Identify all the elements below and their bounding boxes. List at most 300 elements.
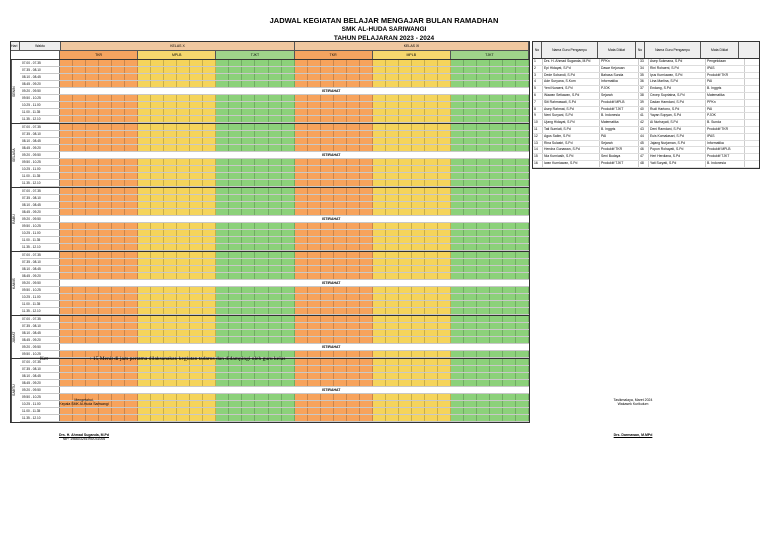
schedule-cell bbox=[242, 259, 255, 265]
schedule-cell bbox=[503, 415, 516, 421]
schedule-cell bbox=[490, 223, 503, 229]
schedule-cell bbox=[373, 95, 386, 101]
schedule-cell bbox=[503, 67, 516, 73]
schedule-cell bbox=[60, 109, 73, 115]
schedule-cell bbox=[347, 408, 360, 414]
schedule-cell bbox=[360, 408, 373, 414]
schedule-cell bbox=[451, 166, 464, 172]
schedule-cell bbox=[99, 159, 112, 165]
schedule-cell bbox=[151, 60, 164, 66]
time-slot: 11.35 - 12.10 bbox=[20, 116, 60, 122]
schedule-cell bbox=[73, 373, 86, 379]
schedule-cell bbox=[203, 266, 216, 272]
schedule-cell bbox=[308, 145, 321, 151]
schedule-cell bbox=[216, 373, 229, 379]
time-slot: 11.00 - 11.35 bbox=[20, 237, 60, 243]
schedule-cell bbox=[60, 67, 73, 73]
col-name: Nama Guru Pengampu bbox=[542, 42, 598, 58]
schedule-cell bbox=[269, 166, 282, 172]
schedule-cell bbox=[308, 308, 321, 314]
schedule-cell bbox=[73, 366, 86, 372]
schedule-cell bbox=[229, 188, 242, 194]
time-slot: 07.35 - 08.10 bbox=[20, 259, 60, 265]
schedule-cell bbox=[373, 81, 386, 87]
schedule-cell bbox=[216, 401, 229, 407]
schedule-cell bbox=[164, 287, 177, 293]
col-waktu: Waktu bbox=[20, 42, 61, 50]
schedule-cell bbox=[399, 159, 412, 165]
schedule-cell bbox=[99, 81, 112, 87]
schedule-cell bbox=[425, 415, 438, 421]
schedule-cell bbox=[60, 166, 73, 172]
schedule-cell bbox=[451, 145, 464, 151]
schedule-cell bbox=[269, 195, 282, 201]
schedule-cell bbox=[516, 252, 529, 258]
schedule-cell bbox=[425, 180, 438, 186]
schedule-cell bbox=[255, 60, 268, 66]
schedule-cell bbox=[490, 145, 503, 151]
schedule-cell bbox=[125, 394, 138, 400]
schedule-cell bbox=[164, 67, 177, 73]
teacher-no: 47 bbox=[639, 154, 649, 160]
schedule-cell bbox=[255, 81, 268, 87]
schedule-cell bbox=[151, 287, 164, 293]
schedule-cell bbox=[386, 74, 399, 80]
schedule-cell bbox=[516, 316, 529, 322]
schedule-cell bbox=[308, 415, 321, 421]
schedule-cell bbox=[503, 81, 516, 87]
schedule-cell bbox=[451, 408, 464, 414]
schedule-cell bbox=[477, 116, 490, 122]
schedule-cell bbox=[334, 159, 347, 165]
schedule-cell bbox=[438, 237, 451, 243]
schedule-cell bbox=[516, 401, 529, 407]
teacher-subject: B. Inggris bbox=[706, 86, 745, 92]
schedule-cell bbox=[516, 244, 529, 250]
schedule-cell bbox=[229, 415, 242, 421]
subheader-tkr-x: TKR bbox=[60, 51, 138, 59]
col-subject-2: Mata Diklat bbox=[701, 42, 739, 58]
schedule-cell bbox=[347, 188, 360, 194]
schedule-cell bbox=[255, 116, 268, 122]
schedule-cell bbox=[216, 237, 229, 243]
schedule-cell bbox=[164, 401, 177, 407]
schedule-cell bbox=[321, 323, 334, 329]
schedule-cell bbox=[190, 287, 203, 293]
schedule-cell bbox=[334, 287, 347, 293]
schedule-cell bbox=[112, 67, 125, 73]
schedule-cell bbox=[503, 230, 516, 236]
schedule-cell bbox=[229, 316, 242, 322]
schedule-cell bbox=[503, 145, 516, 151]
schedule-cell bbox=[282, 244, 295, 250]
schedule-cell bbox=[464, 116, 477, 122]
schedule-cell bbox=[242, 67, 255, 73]
schedule-cell bbox=[451, 230, 464, 236]
schedule-cell bbox=[86, 252, 99, 258]
schedule-cell bbox=[190, 259, 203, 265]
schedule-cell bbox=[386, 330, 399, 336]
break-label: ISTIRAHAT bbox=[322, 217, 341, 221]
schedule-cell bbox=[451, 95, 464, 101]
time-slot: 09.20 - 09.50 bbox=[20, 387, 60, 393]
schedule-cell bbox=[282, 316, 295, 322]
schedule-cell bbox=[164, 60, 177, 66]
schedule-cell bbox=[295, 330, 308, 336]
schedule-cell bbox=[360, 109, 373, 115]
schedule-cell bbox=[177, 316, 190, 322]
schedule-cell bbox=[334, 294, 347, 300]
schedule-cell bbox=[164, 188, 177, 194]
kelas-xi-header: KELAS XI bbox=[295, 42, 529, 50]
schedule-cell bbox=[399, 266, 412, 272]
teacher-subject: Pengelolaan bbox=[706, 59, 745, 65]
schedule-cell bbox=[190, 415, 203, 421]
schedule-cell bbox=[151, 223, 164, 229]
schedule-cell bbox=[269, 131, 282, 137]
schedule-cell bbox=[399, 74, 412, 80]
schedule-cell bbox=[451, 188, 464, 194]
break-label: ISTIRAHAT bbox=[322, 153, 341, 157]
schedule-cell bbox=[216, 74, 229, 80]
schedule-cell bbox=[242, 166, 255, 172]
schedule-cell bbox=[386, 116, 399, 122]
schedule-cell bbox=[242, 124, 255, 130]
schedule-cell bbox=[112, 408, 125, 414]
schedule-cell bbox=[73, 259, 86, 265]
schedule-cell bbox=[490, 316, 503, 322]
schedule-cell bbox=[164, 102, 177, 108]
schedule-cell bbox=[60, 252, 73, 258]
schedule-cell bbox=[216, 301, 229, 307]
schedule-cell bbox=[308, 294, 321, 300]
schedule-cell bbox=[347, 394, 360, 400]
teacher-no: 40 bbox=[639, 107, 649, 113]
schedule-cell bbox=[438, 81, 451, 87]
schedule-cell bbox=[164, 237, 177, 243]
schedule-cell bbox=[321, 124, 334, 130]
schedule-cell bbox=[516, 195, 529, 201]
schedule-cell bbox=[177, 188, 190, 194]
schedule-cell bbox=[347, 273, 360, 279]
schedule-cell bbox=[321, 166, 334, 172]
schedule-cell bbox=[412, 102, 425, 108]
schedule-cell bbox=[425, 116, 438, 122]
schedule-cell bbox=[477, 180, 490, 186]
schedule-cell bbox=[373, 373, 386, 379]
schedule-cell bbox=[516, 173, 529, 179]
schedule-cell bbox=[269, 380, 282, 386]
schedule-cell bbox=[399, 287, 412, 293]
schedule-cell bbox=[438, 166, 451, 172]
schedule-cell bbox=[151, 74, 164, 80]
schedule-cell bbox=[399, 237, 412, 243]
schedule-cell bbox=[321, 188, 334, 194]
schedule-cell bbox=[112, 230, 125, 236]
schedule-cell bbox=[503, 209, 516, 215]
schedule-cell bbox=[451, 102, 464, 108]
schedule-cell bbox=[308, 95, 321, 101]
schedule-cell bbox=[269, 109, 282, 115]
schedule-cell bbox=[125, 323, 138, 329]
teacher-no: 34 bbox=[639, 66, 649, 72]
teacher-no: 46 bbox=[639, 147, 649, 153]
schedule-cell bbox=[216, 244, 229, 250]
signature-right bbox=[598, 398, 668, 437]
schedule-cell bbox=[477, 401, 490, 407]
schedule-cell bbox=[138, 273, 151, 279]
schedule-cell bbox=[321, 138, 334, 144]
schedule-cell bbox=[425, 308, 438, 314]
schedule-cell bbox=[490, 330, 503, 336]
schedule-cell bbox=[125, 230, 138, 236]
schedule-cell bbox=[125, 81, 138, 87]
schedule-cell bbox=[164, 209, 177, 215]
schedule-cell bbox=[308, 316, 321, 322]
day-name: KAMIS bbox=[11, 252, 20, 315]
schedule-cell bbox=[503, 373, 516, 379]
schedule-cell bbox=[60, 266, 73, 272]
schedule-cell bbox=[151, 124, 164, 130]
schedule-cell bbox=[99, 301, 112, 307]
schedule-cell bbox=[86, 209, 99, 215]
schedule-title: JADWAL KEGIATAN BELAJAR MENGAJAR BULAN RAMADHAN bbox=[269, 16, 499, 25]
schedule-cell bbox=[412, 109, 425, 115]
schedule-cell bbox=[112, 209, 125, 215]
schedule-cell bbox=[464, 244, 477, 250]
subheader-mplb-xi: MPLB bbox=[373, 51, 451, 59]
schedule-cell bbox=[386, 380, 399, 386]
schedule-cell bbox=[255, 273, 268, 279]
schedule-cell bbox=[386, 244, 399, 250]
schedule-cell bbox=[164, 116, 177, 122]
schedule-cell bbox=[503, 237, 516, 243]
schedule-cell bbox=[425, 380, 438, 386]
day-name: JUMAT bbox=[11, 316, 20, 358]
schedule-cell bbox=[203, 408, 216, 414]
schedule-cell bbox=[438, 316, 451, 322]
schedule-cell bbox=[190, 323, 203, 329]
schedule-cell bbox=[190, 67, 203, 73]
schedule-cell bbox=[347, 401, 360, 407]
schedule-cell bbox=[151, 259, 164, 265]
schedule-cell bbox=[464, 202, 477, 208]
schedule-cell bbox=[425, 124, 438, 130]
schedule-cell bbox=[216, 180, 229, 186]
schedule-cell bbox=[99, 323, 112, 329]
schedule-cell bbox=[503, 138, 516, 144]
schedule-cell bbox=[503, 74, 516, 80]
schedule-cell bbox=[347, 252, 360, 258]
schedule-cell bbox=[516, 116, 529, 122]
schedule-cell bbox=[347, 308, 360, 314]
schedule-cell bbox=[425, 337, 438, 343]
schedule-cell bbox=[177, 166, 190, 172]
schedule-cell bbox=[412, 188, 425, 194]
schedule-cell bbox=[86, 273, 99, 279]
schedule-cell bbox=[360, 202, 373, 208]
schedule-cell bbox=[112, 301, 125, 307]
schedule-cell bbox=[412, 287, 425, 293]
schedule-cell bbox=[73, 266, 86, 272]
schedule-cell bbox=[503, 180, 516, 186]
schedule-cell bbox=[242, 173, 255, 179]
schedule-cell bbox=[477, 301, 490, 307]
schedule-cell bbox=[373, 359, 386, 365]
schedule-cell bbox=[73, 195, 86, 201]
schedule-cell bbox=[86, 323, 99, 329]
schedule-cell bbox=[477, 67, 490, 73]
schedule-cell bbox=[229, 294, 242, 300]
schedule-cell bbox=[190, 308, 203, 314]
schedule-cell bbox=[242, 223, 255, 229]
schedule-cell bbox=[99, 287, 112, 293]
schedule-cell bbox=[412, 173, 425, 179]
schedule-cell bbox=[334, 401, 347, 407]
schedule-cell bbox=[386, 159, 399, 165]
schedule-cell bbox=[282, 230, 295, 236]
schedule-cell bbox=[99, 166, 112, 172]
schedule-cell bbox=[451, 366, 464, 372]
schedule-cell bbox=[164, 394, 177, 400]
schedule-cell bbox=[216, 308, 229, 314]
schedule-cell bbox=[125, 166, 138, 172]
schedule-cell bbox=[321, 337, 334, 343]
schedule-cell bbox=[438, 408, 451, 414]
schedule-cell bbox=[347, 124, 360, 130]
schedule-cell bbox=[386, 351, 399, 357]
schedule-cell bbox=[125, 337, 138, 343]
schedule-cell bbox=[347, 230, 360, 236]
schedule-cell bbox=[164, 366, 177, 372]
schedule-cell bbox=[255, 415, 268, 421]
teacher-subject: Produktif MPLB bbox=[600, 100, 639, 106]
schedule-cell bbox=[190, 337, 203, 343]
schedule-cell bbox=[112, 124, 125, 130]
schedule-cell bbox=[190, 102, 203, 108]
schedule-cell bbox=[399, 223, 412, 229]
time-slot: 08.10 - 08.45 bbox=[20, 266, 60, 272]
schedule-cell bbox=[73, 237, 86, 243]
schedule-cell bbox=[190, 230, 203, 236]
schedule-cell bbox=[86, 266, 99, 272]
schedule-cell bbox=[86, 195, 99, 201]
schedule-cell bbox=[242, 330, 255, 336]
schedule-cell bbox=[438, 401, 451, 407]
schedule-cell bbox=[451, 60, 464, 66]
schedule-cell bbox=[151, 294, 164, 300]
schedule-cell bbox=[464, 209, 477, 215]
schedule-row bbox=[20, 188, 529, 195]
schedule-cell bbox=[112, 337, 125, 343]
time-slot: 10.25 - 11.00 bbox=[20, 166, 60, 172]
schedule-cell bbox=[269, 252, 282, 258]
teacher-row bbox=[533, 141, 759, 148]
schedule-cell bbox=[295, 308, 308, 314]
schedule-cell bbox=[190, 373, 203, 379]
schedule-cell bbox=[99, 373, 112, 379]
schedule-cell bbox=[60, 60, 73, 66]
schedule-cell bbox=[151, 102, 164, 108]
teacher-row bbox=[533, 73, 759, 80]
schedule-cell bbox=[86, 116, 99, 122]
schedule-cell bbox=[451, 202, 464, 208]
schedule-cell bbox=[112, 223, 125, 229]
schedule-cell bbox=[334, 366, 347, 372]
schedule-cell bbox=[229, 124, 242, 130]
schedule-cell bbox=[190, 95, 203, 101]
schedule-cell bbox=[516, 308, 529, 314]
schedule-cell bbox=[464, 415, 477, 421]
schedule-cell bbox=[425, 301, 438, 307]
schedule-cell bbox=[347, 67, 360, 73]
schedule-cell bbox=[347, 337, 360, 343]
schedule-cell bbox=[151, 95, 164, 101]
schedule-cell bbox=[138, 95, 151, 101]
schedule-cell bbox=[347, 359, 360, 365]
schedule-cell bbox=[164, 323, 177, 329]
schedule-cell bbox=[138, 366, 151, 372]
schedule-cell bbox=[464, 145, 477, 151]
schedule-cell bbox=[412, 401, 425, 407]
schedule-cell bbox=[321, 273, 334, 279]
schedule-cell bbox=[255, 408, 268, 414]
schedule-cell bbox=[399, 116, 412, 122]
schedule-cell bbox=[295, 116, 308, 122]
schedule-cell bbox=[425, 202, 438, 208]
schedule-cell bbox=[503, 95, 516, 101]
sign-left-title: Kepala SMK Al-Huda Sariwangi bbox=[59, 402, 109, 406]
schedule-cell bbox=[308, 401, 321, 407]
schedule-cell bbox=[425, 273, 438, 279]
schedule-cell bbox=[295, 237, 308, 243]
schedule-cell bbox=[282, 266, 295, 272]
time-slot: 09.50 - 10.25 bbox=[20, 287, 60, 293]
schedule-cell bbox=[190, 266, 203, 272]
schedule-cell bbox=[269, 308, 282, 314]
schedule-cell bbox=[125, 294, 138, 300]
schedule-cell bbox=[177, 380, 190, 386]
schedule-cell bbox=[425, 195, 438, 201]
schedule-cell bbox=[60, 294, 73, 300]
schedule-cell bbox=[112, 287, 125, 293]
schedule-cell bbox=[229, 380, 242, 386]
schedule-cell bbox=[282, 323, 295, 329]
schedule-cell bbox=[386, 301, 399, 307]
schedule-cell bbox=[125, 308, 138, 314]
schedule-cell bbox=[125, 116, 138, 122]
schedule-row bbox=[20, 301, 529, 308]
schedule-cell bbox=[412, 301, 425, 307]
sign-right-place: Tasikmalaya, Maret 2024 bbox=[613, 398, 653, 402]
schedule-cell bbox=[412, 259, 425, 265]
schedule-cell bbox=[360, 266, 373, 272]
schedule-cell bbox=[151, 188, 164, 194]
schedule-cell bbox=[464, 124, 477, 130]
schedule-cell bbox=[242, 60, 255, 66]
schedule-cell bbox=[347, 195, 360, 201]
teacher-row bbox=[533, 147, 759, 154]
schedule-cell bbox=[177, 138, 190, 144]
schedule-cell bbox=[438, 323, 451, 329]
schedule-cell bbox=[464, 316, 477, 322]
schedule-cell bbox=[190, 401, 203, 407]
schedule-cell bbox=[229, 81, 242, 87]
schedule-cell bbox=[99, 180, 112, 186]
schedule-cell bbox=[138, 259, 151, 265]
schedule-cell bbox=[177, 266, 190, 272]
schedule-cell bbox=[269, 237, 282, 243]
